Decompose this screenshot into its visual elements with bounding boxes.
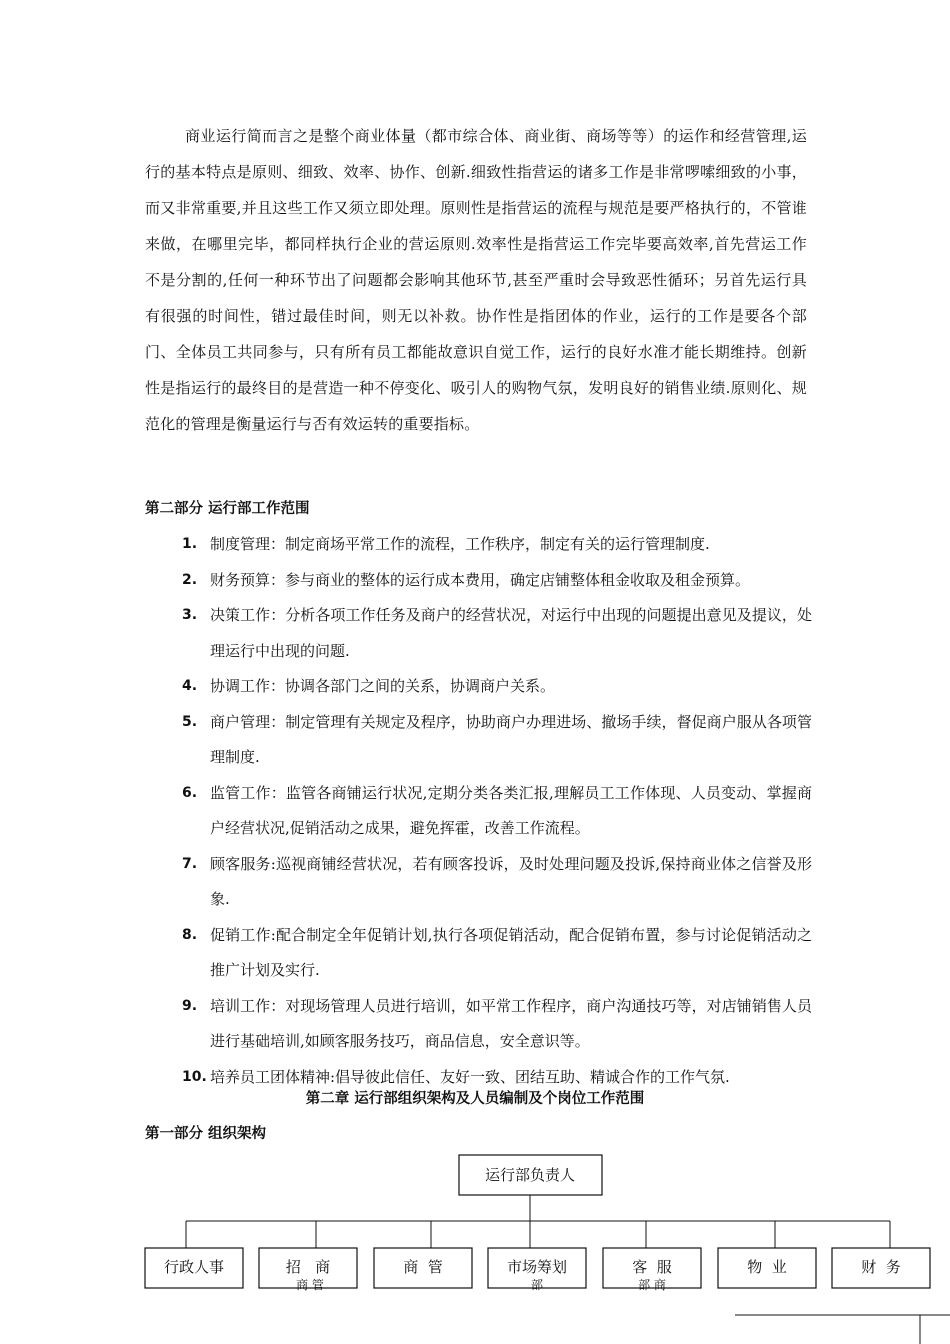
section-title-scope: 第二部分 运行部工作范围 [145, 501, 310, 517]
org-dept-box [488, 1248, 586, 1288]
item-number: 3. [182, 607, 198, 623]
scope-list [182, 527, 812, 1095]
item-text: 制度管理：制定商场平常工作的流程，工作秩序，制定有关的运行管理制度. [210, 535, 710, 553]
item-number: 2. [182, 571, 198, 588]
item-number: 4. [182, 678, 198, 694]
item-number: 8. [182, 926, 198, 943]
org-dept-box [374, 1248, 472, 1288]
list-item [182, 705, 812, 776]
item-number: 1. [182, 536, 198, 552]
list-item [182, 776, 812, 847]
org-dept-sublabel: 商 管 [296, 1278, 324, 1292]
org-dept-box [259, 1248, 357, 1288]
section-title-org: 第一部分 组织架构 [145, 1126, 267, 1142]
org-dept-box [145, 1248, 243, 1288]
org-dept-box [603, 1248, 701, 1288]
list-item [182, 918, 812, 989]
org-dept-label: 物 业 [747, 1258, 787, 1276]
org-dept-box [832, 1248, 930, 1288]
item-text: 决策工作：分析各项工作任务及商户的经营状况，对运行中出现的问题提出意见及提议，处理运行中出现的问题. [210, 606, 812, 660]
org-dept-label: 商 管 [403, 1258, 443, 1276]
org-dept-label: 财 务 [861, 1258, 901, 1276]
org-head-box [459, 1155, 602, 1195]
org-dept-label: 招 商 [285, 1258, 331, 1276]
org-dept-label: 行政人事 [163, 1258, 225, 1276]
list-item [182, 563, 812, 599]
item-text: 顾客服务:巡视商铺经营状况，若有顾客投诉，及时处理问题及投诉,保持商业体之信誉及形象. [210, 854, 812, 908]
list-item [182, 598, 812, 669]
org-dept-sublabel: 部 商 [638, 1278, 666, 1292]
org-dept-sublabel: 部 [530, 1278, 544, 1292]
item-text: 培养员工团体精神:倡导彼此信任、友好一致、团结互助、精诚合作的工作气氛. [210, 1067, 730, 1086]
item-number: 6. [182, 784, 198, 801]
item-text: 财务预算：参与商业的整体的运行成本费用，确定店铺整体租金收取及租金预算。 [210, 570, 751, 589]
org-head-label: 运行部负责人 [484, 1166, 576, 1184]
list-item [182, 527, 812, 563]
item-number: 10. [182, 1068, 207, 1085]
chapter-title: 第二章 运行部组织架构及人员编制及个岗位工作范围 [305, 1091, 645, 1107]
list-item [182, 669, 812, 705]
item-text: 促销工作:配合制定全年促销计划,执行各项促销活动，配合促销布置，参与讨论促销活动之推广计划及实行. [210, 925, 812, 979]
item-number: 9. [182, 997, 198, 1014]
org-dept-label: 市场筹划 [506, 1258, 568, 1276]
list-item [182, 847, 812, 918]
org-dept-box [718, 1248, 816, 1288]
item-text: 培训工作：对现场管理人员进行培训，如平常工作程序，商户沟通技巧等，对店铺销售人员进行基础培训,如顾客服务技巧，商品信息，安全意识等。 [210, 996, 812, 1050]
item-text: 协调工作：协调各部门之间的关系，协调商户关系。 [210, 677, 556, 695]
intro-paragraph: 商业运行简而言之是整个商业体量（都市综合体、商业街、商场等等）的运作和经营管理,运行的基本特点是原则、细致、效率、协作、创新.细致性指营运的诸多工作是非常啰嗦细致的小事，而又非常重要,并且这些工作又须立即处理。原则性是指营运的流程与规范是要严格执行的，不管谁来做，在哪里完毕，都同样执行企业的营运原则.效率性是指营运工作完毕要高效率,首先营运工作不是分割的,任何一种环节出了问题都会影响其他环节,甚至严重时会导致恶性循环；另首先运行具有很强的时间性，错过最佳时间，则无以补救。协作性是指团体的作业，运行的工作是要各个部门、全体员工共同参与，只有所有员工都能故意识自觉工作，运行的良好水准才能长期维持。创新性是指运行的最终目的是营造一种不停变化、吸引人的购物气氛，发明良好的销售业绩.原则化、规范化的管理是衡量运行与否有效运转的重要指标。 [145, 127, 807, 433]
item-number: 5. [182, 713, 198, 730]
item-text: 监管工作：监管各商铺运行状况,定期分类各类汇报,理解员工工作体现、人员变动、掌握商户经营状况,促销活动之成果，避免挥霍，改善工作流程。 [210, 783, 812, 837]
item-number: 7. [182, 855, 198, 872]
item-text: 商户管理：制定管理有关规定及程序，协助商户办理进场、撤场手续，督促商户服从各项管理制度. [210, 712, 812, 766]
org-dept-label: 客 服 [632, 1258, 672, 1276]
list-item [182, 989, 812, 1060]
